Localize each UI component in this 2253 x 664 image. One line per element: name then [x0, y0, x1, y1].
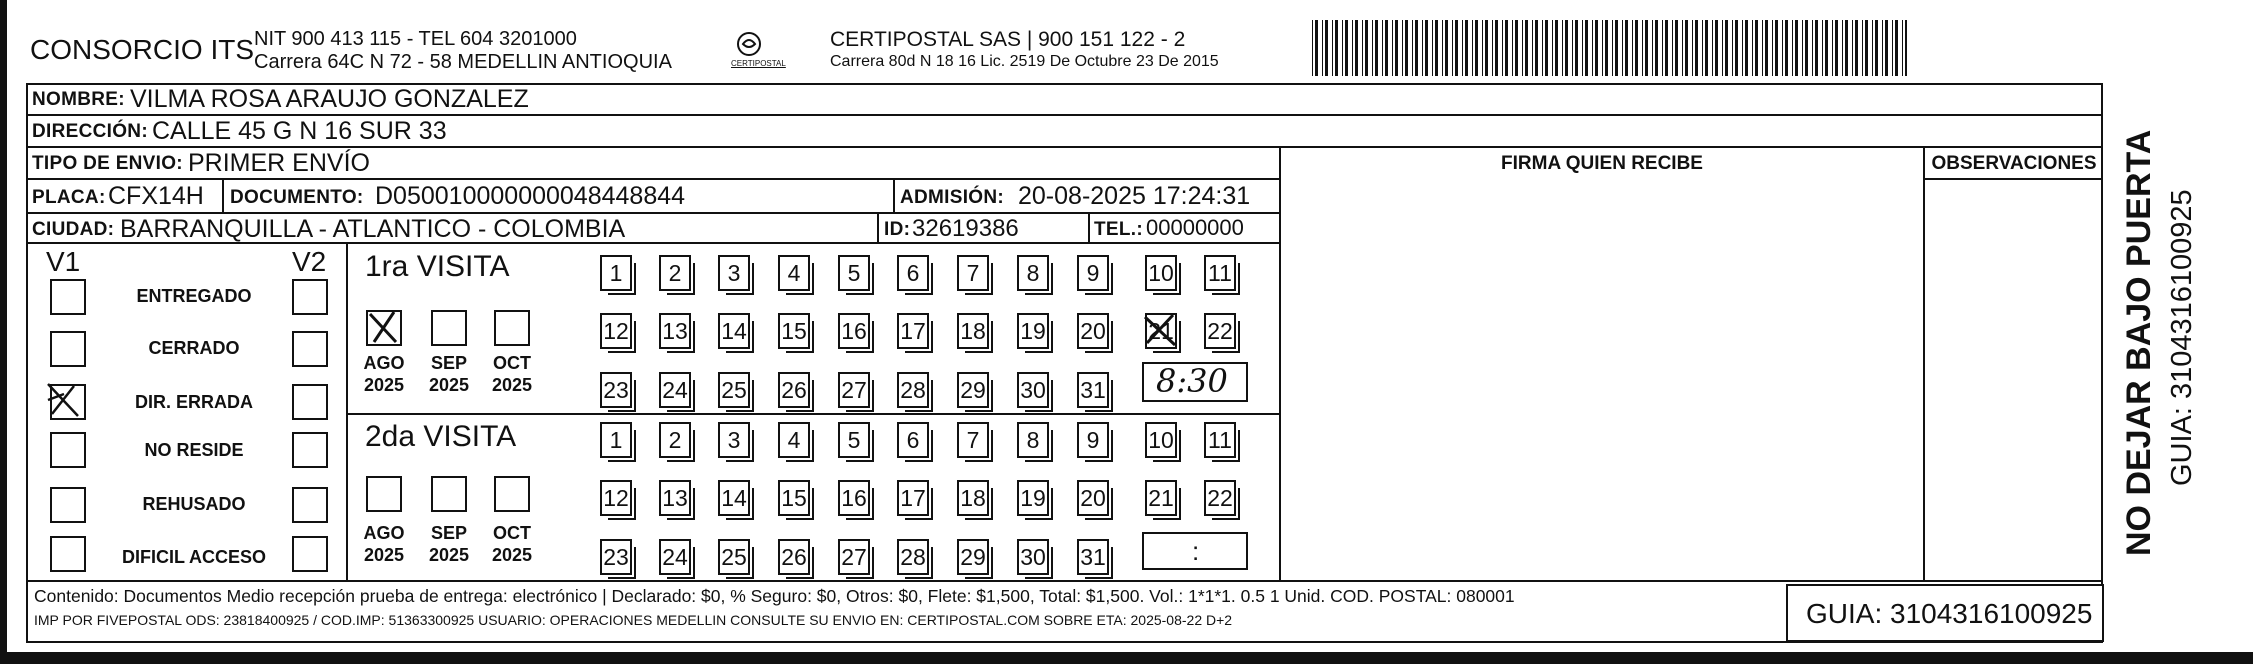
barcode-bar	[1835, 20, 1838, 76]
day-box-20[interactable]: 20	[1077, 313, 1109, 349]
v2-checkbox[interactable]	[292, 384, 328, 420]
barcode-bar	[1362, 20, 1363, 76]
courier-name: CERTIPOSTAL SAS | 900 151 122 - 2	[830, 28, 1186, 51]
barcode-bar	[1482, 20, 1483, 76]
status-divider	[346, 242, 348, 580]
tel-divider	[1088, 214, 1090, 242]
month-label-ago: AGO 2025	[363, 523, 405, 565]
barcode-bar	[1682, 20, 1683, 76]
document-label: DOCUMENTO:	[230, 187, 364, 208]
day-box-11[interactable]: 11	[1204, 422, 1236, 458]
observations-header: OBSERVACIONES	[1931, 153, 2097, 174]
barcode-bar	[1845, 20, 1848, 76]
barcode-bar	[1732, 20, 1733, 76]
barcode-bar	[1782, 20, 1783, 76]
day-box-21[interactable]: 21	[1145, 313, 1177, 349]
company-name: CONSORCIO ITS	[30, 34, 255, 65]
handwritten-x-icon	[364, 308, 404, 348]
barcode-bar	[1595, 20, 1598, 76]
barcode-bar	[1822, 20, 1823, 76]
guide-number: GUIA: 3104316100925	[1806, 598, 2093, 629]
day-box-1[interactable]: 1	[600, 255, 632, 291]
barcode-bar	[1715, 20, 1718, 76]
logo-caption: CERTIPOSTAL	[731, 59, 786, 68]
barcode-bar	[1872, 20, 1873, 76]
barcode-bar	[1465, 20, 1468, 76]
document-value: D050010000000048448844	[375, 182, 686, 210]
barcode-bar	[1892, 20, 1893, 76]
admission-value: 20-08-2025 17:24:31	[1018, 182, 1251, 210]
barcode-bar	[1705, 20, 1708, 76]
day-box-24[interactable]: 24	[659, 372, 691, 408]
barcode-bar	[1312, 20, 1313, 76]
bottom-edge-bar	[0, 652, 2253, 664]
barcode-bar	[1695, 20, 1698, 76]
side-instruction: NO DEJAR BAJO PUERTA	[2120, 129, 2158, 556]
v1-checkbox[interactable]	[50, 536, 86, 572]
city-label: CIUDAD:	[32, 219, 115, 240]
barcode-bar	[1472, 20, 1473, 76]
v2-label: V2	[292, 246, 327, 277]
barcode-bar	[1625, 20, 1628, 76]
month-label-ago: AGO 2025	[363, 353, 405, 395]
rule	[26, 146, 2103, 148]
company-address: Carrera 64C N 72 - 58 MEDELLIN ANTIOQUIA	[254, 51, 672, 73]
barcode-bars	[1312, 20, 1907, 76]
v1-checkbox-marked[interactable]	[50, 384, 86, 420]
signature-divider	[1279, 146, 1281, 581]
first-visit-title: 1ra VISITA	[365, 250, 510, 283]
barcode-bar	[1415, 20, 1418, 76]
courier-license: Carrera 80d N 18 16 Lic. 2519 De Octubre 23 De 2015	[830, 53, 1219, 70]
barcode-bar	[1515, 20, 1518, 76]
barcode-bar	[1742, 20, 1743, 76]
barcode-bar	[1395, 20, 1398, 76]
barcode-bar	[1812, 20, 1813, 76]
barcode-bar	[1895, 20, 1898, 76]
first-visit-time-box[interactable]	[1142, 362, 1248, 402]
barcode-bar	[1425, 20, 1428, 76]
barcode-bar	[1635, 20, 1638, 76]
visit-divider	[346, 413, 1280, 415]
barcode-bar	[1585, 20, 1588, 76]
barcode-bar	[1412, 20, 1413, 76]
day-box-26[interactable]: 26	[778, 372, 810, 408]
barcode-bar	[1335, 20, 1338, 76]
barcode-bar	[1882, 20, 1883, 76]
day-box-2[interactable]: 2	[659, 255, 691, 291]
shipment-type: PRIMER ENVÍO	[188, 149, 370, 177]
barcode-bar	[1652, 20, 1653, 76]
day-box-19[interactable]: 19	[1017, 313, 1049, 349]
barcode-bar	[1692, 20, 1693, 76]
barcode-bar	[1345, 20, 1348, 76]
v1-checkbox[interactable]	[50, 331, 86, 367]
left-edge-bar	[0, 0, 7, 664]
day-box-12[interactable]: 12	[600, 313, 632, 349]
barcode-bar	[1405, 20, 1408, 76]
plate-divider	[222, 180, 224, 212]
barcode-bar	[1722, 20, 1723, 76]
day-box-14[interactable]: 14	[718, 480, 750, 516]
plate-value: CFX14H	[108, 182, 204, 210]
barcode-bar	[1842, 20, 1843, 76]
status-label: DIFICIL ACCESO	[121, 547, 266, 567]
barcode-bar	[1455, 20, 1458, 76]
barcode-bar	[1702, 20, 1703, 76]
barcode-bar	[1825, 20, 1828, 76]
day-box-18[interactable]: 18	[957, 480, 989, 516]
day-box-9[interactable]: 9	[1077, 422, 1109, 458]
barcode-bar	[1645, 20, 1648, 76]
second-visit-title: 2da VISITA	[365, 420, 517, 453]
day-box-31[interactable]: 31	[1077, 372, 1109, 408]
observations-divider	[1923, 146, 1925, 581]
day-box-27[interactable]: 27	[838, 539, 870, 575]
barcode-bar	[1462, 20, 1463, 76]
day-box-31[interactable]: 31	[1077, 539, 1109, 575]
day-box-25[interactable]: 25	[718, 539, 750, 575]
guide-box	[1786, 584, 2104, 642]
v2-checkbox[interactable]	[292, 279, 328, 315]
barcode-bar	[1512, 20, 1513, 76]
month-label-oct: OCT 2025	[491, 353, 533, 395]
handwritten-check-icon	[44, 380, 84, 420]
month-checkbox-oct[interactable]	[494, 310, 530, 346]
barcode-bar	[1752, 20, 1753, 76]
barcode-bar	[1582, 20, 1583, 76]
barcode-bar	[1802, 20, 1803, 76]
barcode-bar	[1852, 20, 1853, 76]
month-label-oct: OCT 2025	[491, 523, 533, 565]
v1-checkbox[interactable]	[50, 432, 86, 468]
barcode-bar	[1372, 20, 1373, 76]
barcode-bar	[1552, 20, 1553, 76]
barcode-bar	[1545, 20, 1548, 76]
id-divider	[877, 214, 879, 242]
barcode-bar	[1905, 20, 1907, 76]
barcode-bar	[1525, 20, 1528, 76]
barcode-bar	[1435, 20, 1438, 76]
status-label: ENTREGADO	[136, 286, 252, 306]
barcode-bar	[1422, 20, 1423, 76]
day-box-5[interactable]: 5	[838, 422, 870, 458]
barcode-bar	[1775, 20, 1778, 76]
day-box-27[interactable]: 27	[838, 372, 870, 408]
day-box-28[interactable]: 28	[897, 539, 929, 575]
barcode-bar	[1862, 20, 1863, 76]
rule	[26, 212, 1280, 214]
barcode-bar	[1315, 20, 1318, 76]
day-box-21[interactable]: 21	[1145, 480, 1177, 516]
barcode-bar	[1875, 20, 1878, 76]
day-box-8[interactable]: 8	[1017, 255, 1049, 291]
barcode-bar	[1772, 20, 1773, 76]
barcode-bar	[1432, 20, 1433, 76]
day-box-9[interactable]: 9	[1077, 255, 1109, 291]
barcode-bar	[1605, 20, 1608, 76]
day-box-26[interactable]: 26	[778, 539, 810, 575]
barcode-bar	[1475, 20, 1478, 76]
barcode-bar	[1622, 20, 1623, 76]
day-box-22[interactable]: 22	[1204, 480, 1236, 516]
v2-checkbox[interactable]	[292, 487, 328, 523]
day-box-15[interactable]: 15	[778, 480, 810, 516]
day-box-13[interactable]: 13	[659, 313, 691, 349]
day-box-11[interactable]: 11	[1204, 255, 1236, 291]
barcode-bar	[1805, 20, 1808, 76]
name-label: NOMBRE:	[32, 89, 125, 110]
month-checkbox-sep[interactable]	[431, 476, 467, 512]
day-box-3[interactable]: 3	[718, 422, 750, 458]
day-box-3[interactable]: 3	[718, 255, 750, 291]
second-visit-time-box[interactable]	[1142, 532, 1248, 570]
rule	[26, 178, 1280, 180]
day-box-22[interactable]: 22	[1204, 313, 1236, 349]
barcode-bar	[1365, 20, 1368, 76]
barcode-bar	[1495, 20, 1498, 76]
barcode-bar	[1575, 20, 1578, 76]
v2-checkbox[interactable]	[292, 432, 328, 468]
tel-label: TEL.:	[1094, 219, 1143, 240]
day-box-12[interactable]: 12	[600, 480, 632, 516]
barcode	[1312, 20, 1907, 76]
barcode-bar	[1745, 20, 1748, 76]
day-box-14[interactable]: 14	[718, 313, 750, 349]
barcode-bar	[1795, 20, 1798, 76]
barcode-bar	[1865, 20, 1868, 76]
day-box-4[interactable]: 4	[778, 422, 810, 458]
barcode-bar	[1452, 20, 1453, 76]
shipment-label: TIPO DE ENVIO:	[32, 153, 183, 174]
rule	[26, 580, 2103, 582]
barcode-bar	[1885, 20, 1888, 76]
barcode-bar	[1522, 20, 1523, 76]
barcode-bar	[1442, 20, 1443, 76]
barcode-bar	[1832, 20, 1833, 76]
month-checkbox-ago-marked[interactable]	[366, 310, 402, 346]
barcode-bar	[1542, 20, 1543, 76]
v2-checkbox[interactable]	[292, 331, 328, 367]
barcode-bar	[1902, 20, 1903, 76]
barcode-bar	[1815, 20, 1818, 76]
barcode-bar	[1765, 20, 1768, 76]
day-box-19[interactable]: 19	[1017, 480, 1049, 516]
barcode-bar	[1785, 20, 1788, 76]
v1-label: V1	[46, 246, 81, 277]
second-visit-time-colon: :	[1192, 536, 1200, 566]
day-box-30[interactable]: 30	[1017, 539, 1049, 575]
barcode-bar	[1355, 20, 1358, 76]
barcode-bar	[1502, 20, 1503, 76]
barcode-bar	[1855, 20, 1858, 76]
certipostal-logo	[725, 28, 785, 74]
day-box-24[interactable]: 24	[659, 539, 691, 575]
day-box-10[interactable]: 10	[1145, 422, 1177, 458]
signature-header: FIRMA QUIEN RECIBE	[1501, 153, 1703, 174]
status-label: CERRADO	[148, 338, 240, 358]
city-value: BARRANQUILLA - ATLANTICO - COLOMBIA	[120, 215, 626, 243]
contents-line: Contenido: Documentos Medio recepción prueba de entrega: electrónico | Declarado: $0, % Seguro: $0, Otros: $0, Flete: $1,500, Total: $1,500. Vol.: 1*1*1. 0.5 1 Unid. COD. POSTAL: 080001	[34, 586, 1515, 606]
company-nit: NIT 900 413 115 - TEL 604 3201000	[254, 28, 577, 50]
recipient-name: VILMA ROSA ARAUJO GONZALEZ	[130, 85, 529, 113]
day-box-30[interactable]: 30	[1017, 372, 1049, 408]
barcode-bar	[1385, 20, 1388, 76]
barcode-bar	[1665, 20, 1668, 76]
barcode-bar	[1792, 20, 1793, 76]
tel-value: 00000000	[1146, 215, 1244, 240]
barcode-bar	[1555, 20, 1558, 76]
barcode-bar	[1352, 20, 1353, 76]
barcode-bar	[1612, 20, 1613, 76]
barcode-bar	[1342, 20, 1343, 76]
barcode-bar	[1592, 20, 1593, 76]
handwritten-x-icon	[1141, 311, 1181, 351]
day-box-13[interactable]: 13	[659, 480, 691, 516]
v1-checkbox[interactable]	[50, 487, 86, 523]
plate-label: PLACA:	[32, 187, 106, 208]
barcode-bar	[1532, 20, 1533, 76]
address-label: DIRECCIÓN:	[32, 121, 148, 142]
barcode-bar	[1655, 20, 1658, 76]
v2-checkbox[interactable]	[292, 536, 328, 572]
day-box-6[interactable]: 6	[897, 255, 929, 291]
day-box-29[interactable]: 29	[957, 372, 989, 408]
rule	[26, 114, 2103, 116]
barcode-bar	[1762, 20, 1763, 76]
barcode-bar	[1325, 20, 1328, 76]
day-box-25[interactable]: 25	[718, 372, 750, 408]
barcode-bar	[1332, 20, 1333, 76]
day-box-29[interactable]: 29	[957, 539, 989, 575]
barcode-bar	[1535, 20, 1538, 76]
barcode-bar	[1755, 20, 1758, 76]
first-visit-time-handwritten: 8:30	[1156, 362, 1228, 400]
barcode-bar	[1562, 20, 1563, 76]
month-checkbox-ago[interactable]	[366, 476, 402, 512]
month-label-sep: SEP 2025	[428, 353, 470, 395]
day-box-1[interactable]: 1	[600, 422, 632, 458]
v1-checkbox[interactable]	[50, 279, 86, 315]
day-box-17[interactable]: 17	[897, 480, 929, 516]
barcode-bar	[1572, 20, 1573, 76]
day-box-16[interactable]: 16	[838, 313, 870, 349]
day-box-23[interactable]: 23	[600, 539, 632, 575]
rule	[1925, 178, 2103, 180]
day-box-23[interactable]: 23	[600, 372, 632, 408]
day-box-4[interactable]: 4	[778, 255, 810, 291]
status-label: REHUSADO	[142, 494, 246, 514]
day-box-7[interactable]: 7	[957, 255, 989, 291]
day-box-10[interactable]: 10	[1145, 255, 1177, 291]
day-box-18[interactable]: 18	[957, 313, 989, 349]
month-label-sep: SEP 2025	[428, 523, 470, 565]
barcode-bar	[1675, 20, 1678, 76]
barcode-bar	[1642, 20, 1643, 76]
barcode-bar	[1402, 20, 1403, 76]
side-guide: GUIA: 3104316100925	[2166, 189, 2198, 486]
barcode-bar	[1662, 20, 1663, 76]
barcode-bar	[1382, 20, 1383, 76]
barcode-bar	[1505, 20, 1508, 76]
day-box-17[interactable]: 17	[897, 313, 929, 349]
day-box-8[interactable]: 8	[1017, 422, 1049, 458]
month-checkbox-oct[interactable]	[494, 476, 530, 512]
barcode-bar	[1712, 20, 1713, 76]
print-info-line: IMP POR FIVEPOSTAL ODS: 23818400925 / COD.IMP: 51363300925 USUARIO: OPERACIONES MEDELLIN CONSULTE SU ENVIO EN: CERTIPOSTAL.COM SOBRE ETA: 2025-08-22 D+2	[34, 612, 1233, 628]
status-label: DIR. ERRADA	[134, 392, 253, 412]
barcode-bar	[1672, 20, 1673, 76]
barcode-bar	[1485, 20, 1488, 76]
barcode-bar	[1725, 20, 1728, 76]
barcode-bar	[1615, 20, 1618, 76]
status-label: NO RESIDE	[144, 440, 244, 460]
barcode-bar	[1685, 20, 1688, 76]
barcode-bar	[1602, 20, 1603, 76]
recipient-address: CALLE 45 G N 16 SUR 33	[152, 117, 447, 145]
day-box-28[interactable]: 28	[897, 372, 929, 408]
day-box-20[interactable]: 20	[1077, 480, 1109, 516]
barcode-bar	[1375, 20, 1378, 76]
id-value: 32619386	[912, 215, 1019, 242]
day-box-6[interactable]: 6	[897, 422, 929, 458]
barcode-bar	[1322, 20, 1323, 76]
barcode-bar	[1565, 20, 1568, 76]
admission-label: ADMISIÓN:	[900, 187, 1005, 208]
day-box-5[interactable]: 5	[838, 255, 870, 291]
barcode-bar	[1632, 20, 1633, 76]
day-box-15[interactable]: 15	[778, 313, 810, 349]
barcode-bar	[1492, 20, 1493, 76]
day-box-16[interactable]: 16	[838, 480, 870, 516]
day-box-7[interactable]: 7	[957, 422, 989, 458]
barcode-bar	[1445, 20, 1448, 76]
id-label: ID:	[884, 219, 911, 240]
month-checkbox-sep[interactable]	[431, 310, 467, 346]
barcode-bar	[1735, 20, 1738, 76]
admission-divider	[893, 180, 895, 212]
day-box-2[interactable]: 2	[659, 422, 691, 458]
barcode-bar	[1392, 20, 1393, 76]
